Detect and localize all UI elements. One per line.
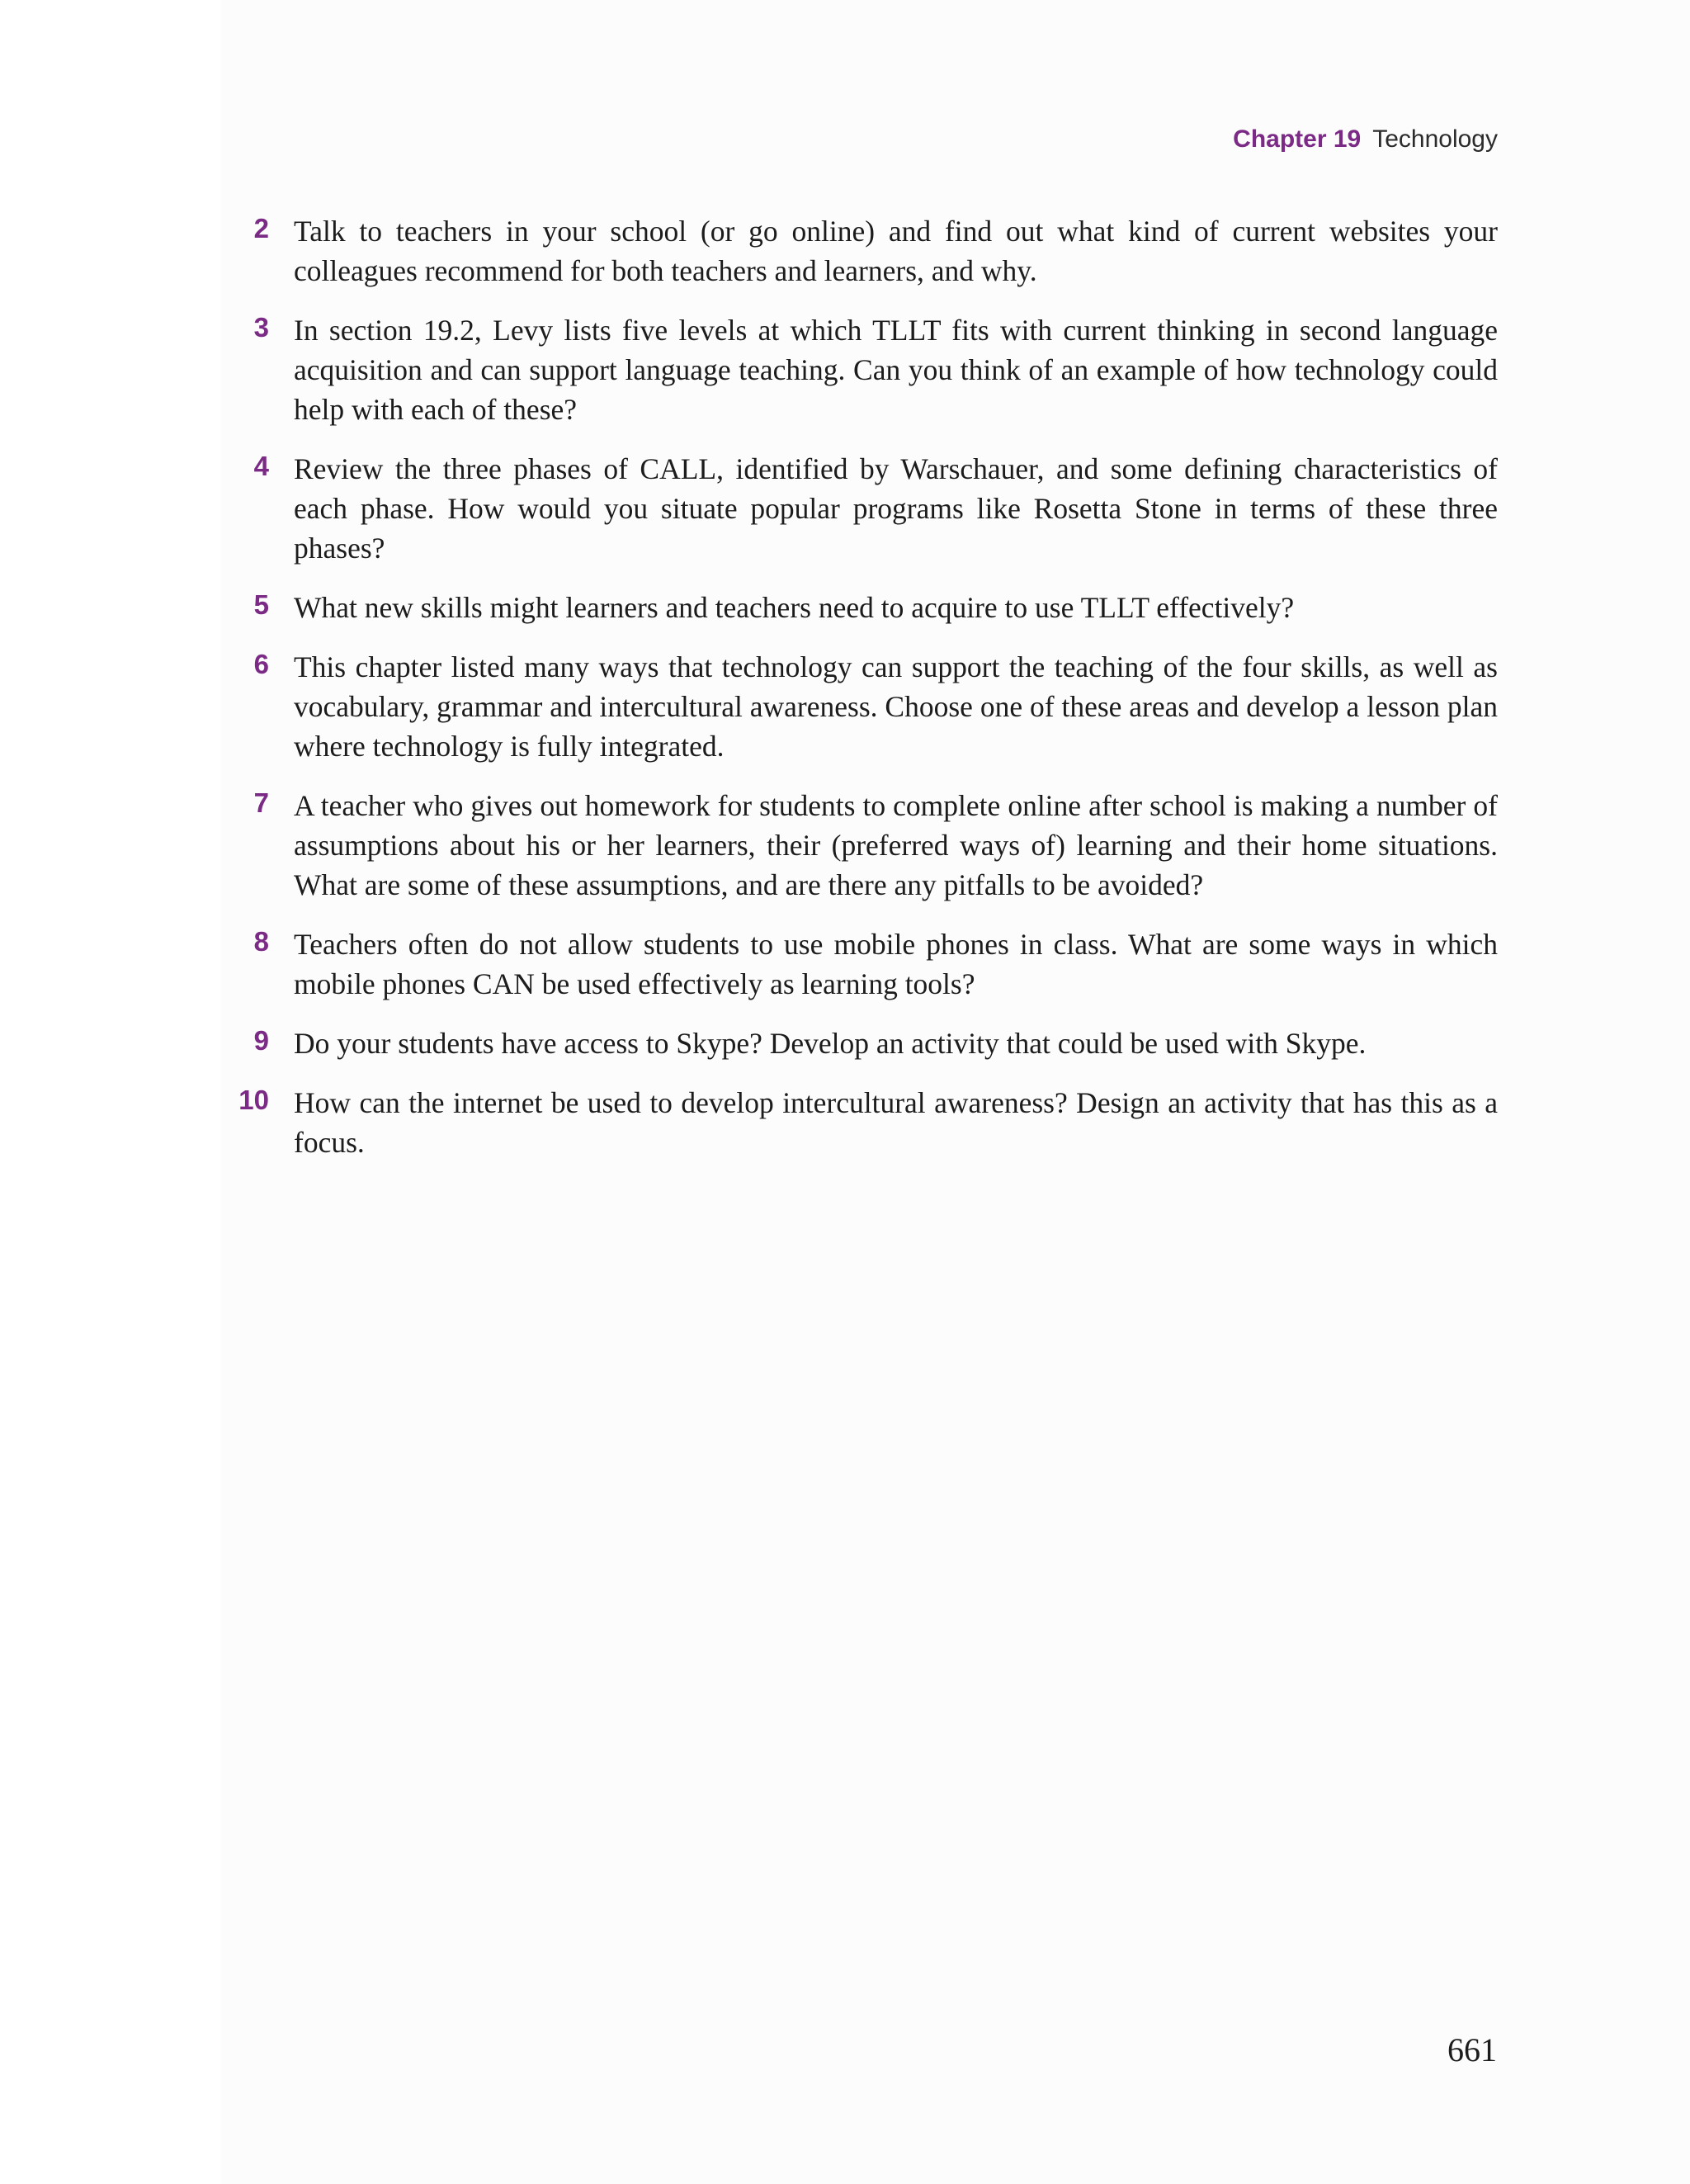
- question-text: Teachers often do not allow students to use mobile phones in class. What are some ways in which mobile phones CAN be used effectively as learning tools?: [294, 928, 1498, 1000]
- question-text: In section 19.2, Levy lists five levels at which TLLT fits with current thinking in second language acquisition and can support language teaching. Can you think of an example of how technology could help with each of these?: [294, 314, 1498, 426]
- question-item: [231, 449, 1498, 568]
- question-item: [231, 786, 1498, 905]
- question-item: [231, 588, 1498, 627]
- question-text: Review the three phases of CALL, identified by Warschauer, and some defining characteristics of each phase. How would you situate popular programs like Rosetta Stone in terms of these three phases?: [294, 452, 1498, 565]
- chapter-title: Technology: [1372, 125, 1498, 153]
- question-item: [231, 1023, 1498, 1063]
- question-number: 4: [253, 451, 269, 481]
- question-number: 2: [253, 213, 269, 243]
- question-text: Do your students have access to Skype? Develop an activity that could be used with Skype.: [294, 1027, 1367, 1060]
- question-number: 8: [253, 926, 269, 957]
- question-item: [231, 310, 1498, 429]
- question-number: 10: [238, 1085, 269, 1115]
- question-item: [231, 211, 1498, 291]
- question-item: [231, 1083, 1498, 1162]
- running-head: [1233, 125, 1498, 154]
- question-text: How can the internet be used to develop intercultural awareness? Design an activity that has this as a focus.: [294, 1086, 1498, 1159]
- question-text: Talk to teachers in your school (or go online) and find out what kind of current websites your colleagues recommend for both teachers and learners, and why.: [294, 215, 1498, 287]
- question-text: What new skills might learners and teachers need to acquire to use TLLT effectively?: [294, 591, 1295, 624]
- chapter-label: Chapter 19: [1233, 125, 1362, 153]
- question-number: 6: [253, 649, 269, 679]
- question-item: [231, 647, 1498, 766]
- question-text: A teacher who gives out homework for students to complete online after school is making a number of assumptions about his or her learners, their (preferred ways of) learning and their home situations. What are some of these assumptions, and are there any pitfalls to be avoided?: [294, 789, 1498, 901]
- question-item: [231, 924, 1498, 1004]
- question-list: [231, 211, 1498, 1182]
- page-number: 661: [1447, 2031, 1497, 2068]
- question-number: 7: [253, 787, 269, 818]
- question-number: 3: [253, 312, 269, 343]
- question-number: 9: [253, 1025, 269, 1056]
- question-number: 5: [253, 589, 269, 620]
- question-text: This chapter listed many ways that technology can support the teaching of the four skills, as well as vocabulary, grammar and intercultural awareness. Choose one of these areas and develop a lesson plan where technology is fully integrated.: [294, 650, 1498, 763]
